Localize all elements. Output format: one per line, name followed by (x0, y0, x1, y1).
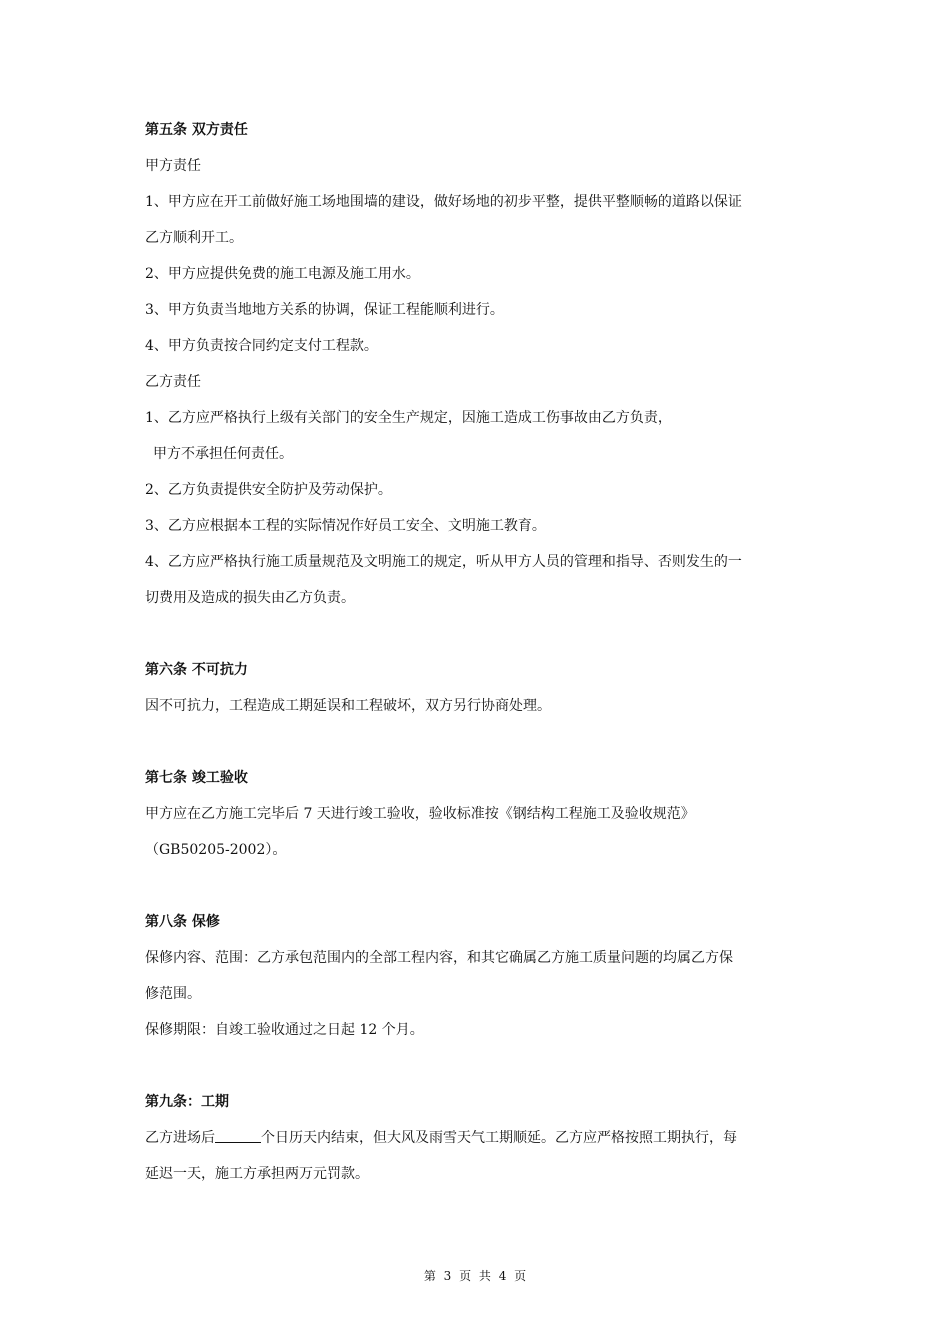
section-9-line-1 (145, 1120, 813, 1156)
party-b-item-2: 2、乙方负责提供安全防护及劳动保护。 (145, 482, 392, 498)
party-a-item-1: 1、甲方应在开工前做好施工场地围墙的建设，做好场地的初步平整，提供平整顺畅的道路以保证 (145, 194, 742, 210)
party-b-label: 乙方责任 (145, 374, 201, 390)
section-9-line-1-before: 乙方进场后 (145, 1130, 215, 1146)
page-number-footer: 第 3 页 共 4 页 (423, 1269, 527, 1283)
section-9-line-2: 延迟一天，施工方承担两万元罚款。 (145, 1166, 369, 1182)
party-a-item-3: 3、甲方负责当地地方关系的协调，保证工程能顺利进行。 (145, 302, 504, 318)
section-8-line-2: 修范围。 (145, 986, 201, 1002)
spacer (145, 868, 813, 904)
section-7-line-2: （GB50205-2002）。 (145, 842, 287, 858)
section-6-text: 因不可抗力，工程造成工期延误和工程破坏，双方另行协商处理。 (145, 698, 551, 714)
party-b-item-1-cont: 甲方不承担任何责任。 (153, 446, 293, 462)
party-b-item-1: 1、乙方应严格执行上级有关部门的安全生产规定，因施工造成工伤事故由乙方负责， (145, 410, 672, 426)
spacer (145, 724, 813, 760)
party-a-item-2: 2、甲方应提供免费的施工电源及施工用水。 (145, 266, 420, 282)
party-b-item-4: 4、乙方应严格执行施工质量规范及文明施工的规定，听从甲方人员的管理和指导、否则发生的一 (145, 554, 742, 570)
party-b-item-4-cont: 切费用及造成的损失由乙方负责。 (145, 590, 355, 606)
section-8-line-3: 保修期限：自竣工验收通过之日起 12 个月。 (145, 1022, 424, 1038)
section-8-title: 第八条 保修 (145, 914, 220, 930)
party-a-item-4: 4、甲方负责按合同约定支付工程款。 (145, 338, 378, 354)
section-8-line-1: 保修内容、范围：乙方承包范围内的全部工程内容，和其它确属乙方施工质量问题的均属乙方保 (145, 950, 733, 966)
party-b-item-3: 3、乙方应根据本工程的实际情况作好员工安全、文明施工教育。 (145, 518, 546, 534)
section-9-title: 第九条：工期 (145, 1094, 229, 1110)
document-body (145, 112, 813, 1192)
party-a-item-1-cont: 乙方顺利开工。 (145, 230, 243, 246)
spacer (145, 1048, 813, 1084)
section-5-title: 第五条 双方责任 (145, 122, 248, 138)
spacer (145, 616, 813, 652)
section-7-line-1: 甲方应在乙方施工完毕后 7 天进行竣工验收，验收标准按《钢结构工程施工及验收规范》 (145, 806, 695, 822)
section-7-title: 第七条 竣工验收 (145, 770, 248, 786)
party-a-label: 甲方责任 (145, 158, 201, 174)
section-9-line-1-after: 个日历天内结束，但大风及雨雪天气工期顺延。乙方应严格按照工期执行，每 (261, 1130, 737, 1146)
fill-in-blank (215, 1128, 261, 1143)
section-6-title: 第六条 不可抗力 (145, 662, 248, 678)
